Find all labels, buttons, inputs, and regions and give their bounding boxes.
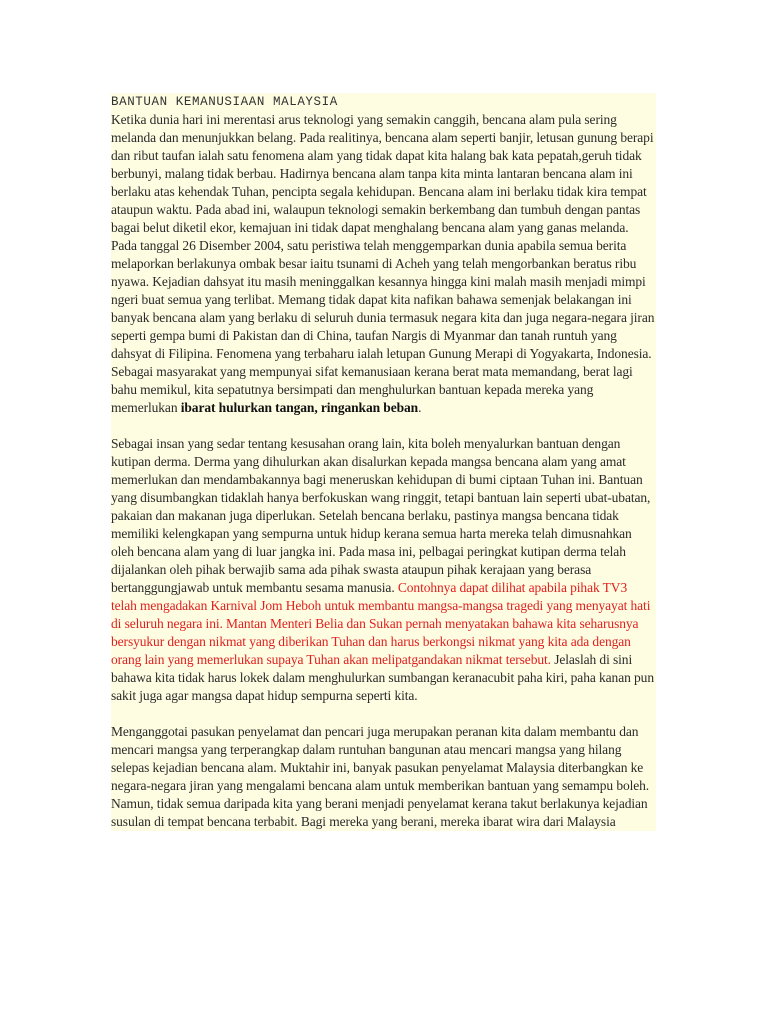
paragraph-2-red-highlight: Contohnya dapat dilihat apabila pihak TV3 telah mengadakan Karnival Jom Heboh untuk membantu mangsa-mangsa tragedi yang menyayat hati di seluruh negara ini. Mantan Menteri Belia dan Sukan pernah menyatakan bahawa kita seharusnya bersyukur dengan nikmat yang diberikan Tuhan dan harus berkongsi nikmat yang kita ada dengan orang lain yang memerlukan supaya Tuhan akan melipatgandakan nikmat tersebut. (111, 580, 651, 667)
paragraph-1-bold-phrase: ibarat hulurkan tangan, ringankan beban (180, 400, 419, 415)
paragraph-3-text: Menganggotai pasukan penyelamat dan pencari juga merupakan peranan kita dalam membantu dan mencari mangsa yang terperangkap dalam runtuhan bangunan atau mencari mangsa yang hilang selepas kejadian bencana alam. Muktahir ini, banyak pasukan penyelamat Malaysia diterbangkan ke negara-negara jiran yang mengalami bencana alam untuk memberikan bantuan yang semampu boleh. Namun, tidak semua daripada kita yang berani menjadi penyelamat kerana takut berlakunya kejadian susulan di tempat bencana terbabit. Bagi mereka yang berani, mereka ibarat wira dari Malaysia (111, 724, 650, 829)
paragraph-2 (111, 435, 656, 705)
paragraph-2-text: Sebagai insan yang sedar tentang kesusahan orang lain, kita boleh menyalurkan bantuan dengan kutipan derma. Derma yang dihulurkan akan disalurkan kepada mangsa bencana alam yang amat memerlukan dan mendambakannya bagi meneruskan kehidupan di bumi ciptaan Tuhan ini. Bantuan yang disumbangkan tidaklah hanya berfokuskan wang ringgit, tetapi bantuan lain seperti ubat-ubatan, pakaian dan makanan juga diperlukan. Setelah bencana berlaku, pastinya mangsa bencana tidak memiliki kelengkapan yang sempurna untuk hidup kerana semua harta mereka telah dimusnahkan oleh bencana alam yang di luar jangka ini. Pada masa ini, pelbagai peringkat kutipan derma telah dijalankan oleh pihak berwajib sama ada pihak swasta ataupun pihak kerajaan yang berasa bertanggungjawab untuk membantu sesama manusia. (111, 436, 651, 595)
document-title: BANTUAN KEMANUSIAAN MALAYSIA (111, 95, 338, 109)
paragraph-3 (111, 723, 656, 831)
paragraph-2-end: Jelaslah di sini bahawa kita tidak harus lokek dalam menghulurkan sumbangan keranacubit paha kiri, paha kanan pun sakit juga agar mangsa dapat hidup sempurna seperti kita. (111, 652, 654, 703)
paragraph-1 (111, 111, 656, 417)
document-page (111, 93, 656, 831)
paragraph-1-text: Ketika dunia hari ini merentasi arus teknologi yang semakin canggih, bencana alam pula sering melanda dan menunjukkan belang. Pada realitinya, bencana alam seperti banjir, letusan gunung berapi dan ribut taufan ialah satu fenomena alam yang tidak dapat kita halang bak kata pepatah,geruh tidak berbunyi, malang tidak berbau. Hadirnya bencana alam tanpa kita minta lantaran bencana alam ini berlaku atas kehendak Tuhan, pencipta segala kehidupan. Bencana alam ini berlaku tidak kira tempat ataupun waktu. Pada abad ini, walaupun teknologi semakin berkembang dan tumbuh dengan pantas bagai belut diketil ekor, kemajuan ini tidak dapat menghalang bencana alam yang ganas melanda. Pada tanggal 26 Disember 2004, satu peristiwa telah menggemparkan dunia apabila semua berita melaporkan berlakunya ombak besar iaitu tsunami di Acheh yang telah mengorbankan beratus ribu nyawa. Kejadian dahsyat itu masih meninggalkan kesannya hingga kini malah masih menjadi mimpi ngeri buat semua yang terlibat. Memang tidak dapat kita nafikan bahawa semenjak belakangan ini banyak bencana alam yang berlaku di seluruh dunia termasuk negara kita dan juga negara-negara jiran seperti gempa bumi di Pakistan dan di China, taufan Nargis di Myanmar dan tanah runtuh yang dahsyat di Filipina. Fenomena yang terbaharu ialah letupan Gunung Merapi di Yogyakarta, Indonesia. Sebagai masyarakat yang mempunyai sifat kemanusiaan kerana berat mata memandang, berat lagi bahu memikul, kita sepatutnya bersimpati dan menghulurkan bantuan kepada mereka yang memerlukan (111, 112, 655, 415)
paragraph-1-end: . (418, 400, 422, 415)
